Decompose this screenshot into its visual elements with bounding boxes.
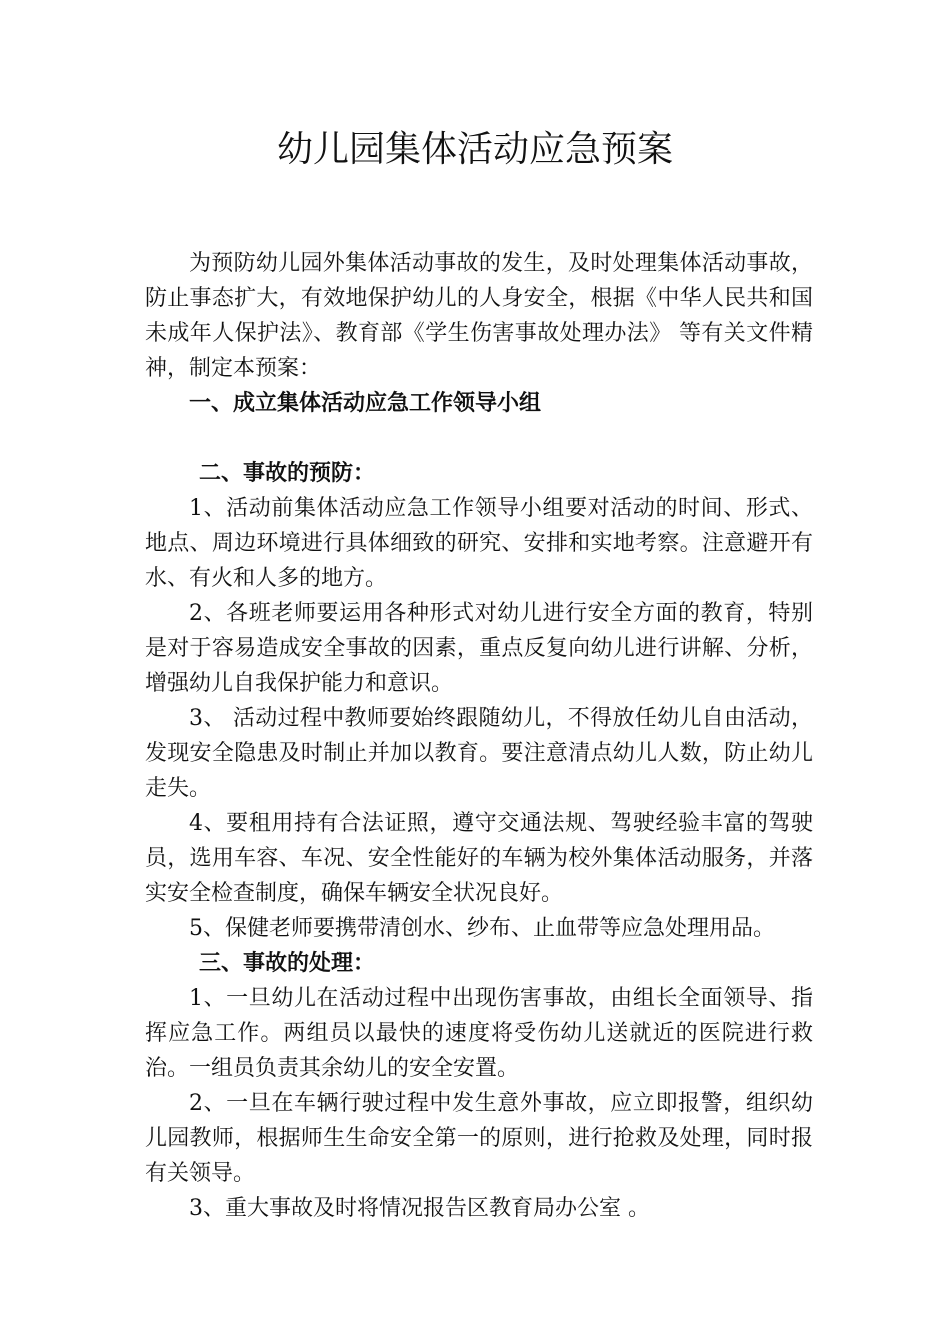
prevention-item-1: 1、活动前集体活动应急工作领导小组要对活动的时间、形式、地点、周边环境进行具体细致的研究、安排和实地考察。注意避开有水、有火和人多的地方。 bbox=[145, 496, 813, 591]
handling-item-3: 3、重大事故及时将情况报告区教育局办公室 。 bbox=[189, 1196, 650, 1221]
intro-paragraph: 为预防幼儿园外集体活动事故的发生，及时处理集体活动事故，防止事态扩大，有效地保护幼儿的人身安全，根据《中华人民共和国未成年人保护法》、教育部《学生伤害事故处理办法》 等有关文件精神，制定本预案： bbox=[145, 251, 813, 381]
section-3-heading: 三、事故的处理： bbox=[199, 950, 376, 976]
prevention-item-2: 2、各班老师要运用各种形式对幼儿进行安全方面的教育，特别是对于容易造成安全事故的因素，重点反复向幼儿进行讲解、分析，增强幼儿自我保护能力和意识。 bbox=[145, 601, 813, 696]
handling-item-2: 2、一旦在车辆行驶过程中发生意外事故，应立即报警，组织幼儿园教师，根据师生生命安全第一的原则，进行抢救及处理，同时报有关领导。 bbox=[145, 1091, 813, 1186]
prevention-item-5: 5、保健老师要携带清创水、纱布、止血带等应急处理用品。 bbox=[189, 916, 775, 941]
prevention-item-4: 4、要租用持有合法证照，遵守交通法规、驾驶经验丰富的驾驶员，选用车容、车况、安全性能好的车辆为校外集体活动服务，并落实安全检查制度，确保车辆安全状况良好。 bbox=[145, 811, 813, 906]
section-2-heading: 二、事故的预防： bbox=[199, 460, 376, 486]
blank-line bbox=[145, 421, 813, 456]
section-1-heading: 一、成立集体活动应急工作领导小组 bbox=[189, 390, 542, 416]
prevention-item-3: 3、 活动过程中教师要始终跟随幼儿，不得放任幼儿自由活动，发现安全隐患及时制止并加以教育。要注意清点幼儿人数，防止幼儿走失。 bbox=[145, 706, 813, 801]
document-body bbox=[145, 246, 813, 1226]
document-title: 幼儿园集体活动应急预案 bbox=[276, 129, 673, 170]
handling-item-1: 1、一旦幼儿在活动过程中出现伤害事故，由组长全面领导、指挥应急工作。两组员以最快的速度将受伤幼儿送就近的医院进行救治。一组员负责其余幼儿的安全安置。 bbox=[145, 986, 813, 1081]
